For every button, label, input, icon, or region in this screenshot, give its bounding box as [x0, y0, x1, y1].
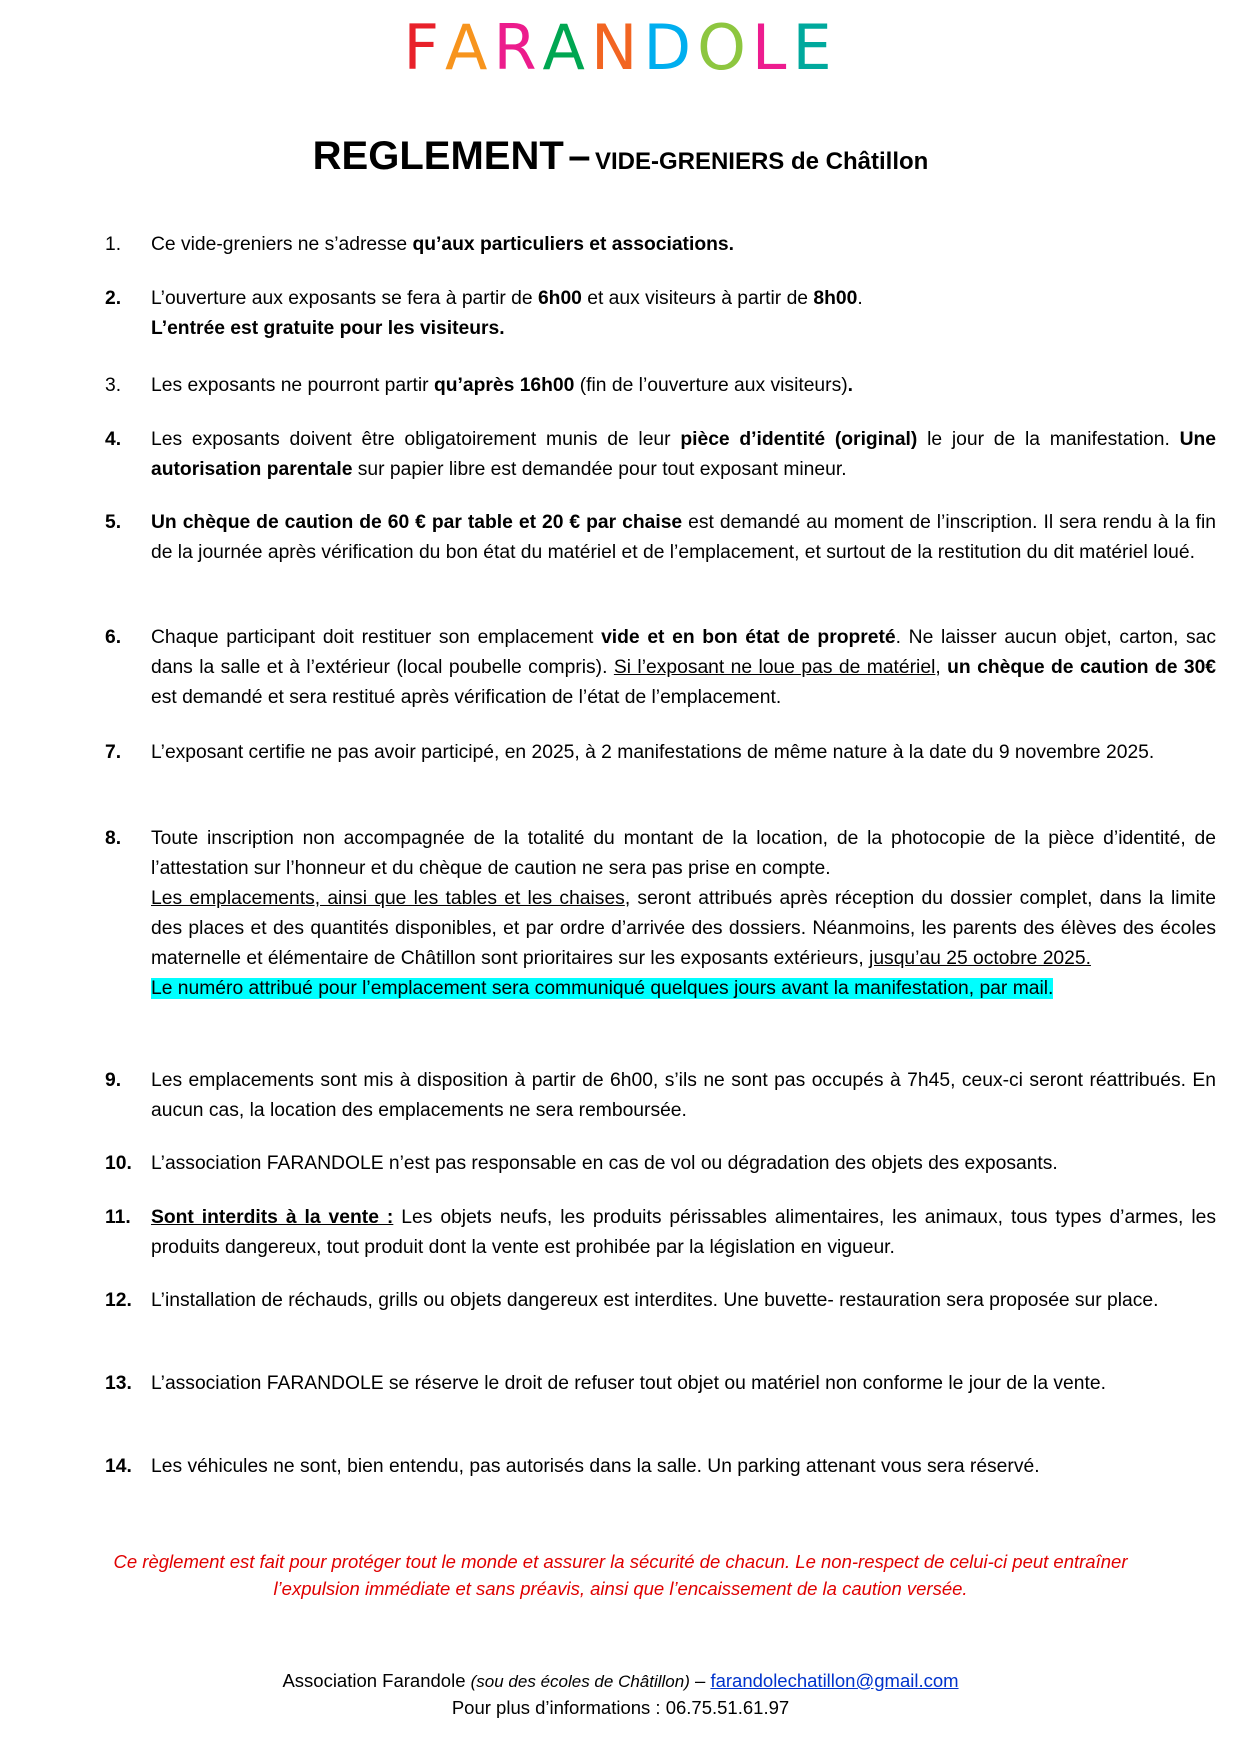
- rule-text: Un chèque de caution de 60 € par table et 20 € par chaise: [151, 512, 683, 533]
- highlighted-notice: Le numéro attribué pour l’emplacement sera communiqué quelques jours avant la manifestation, par mail.: [151, 978, 1054, 999]
- rule-number: 5.: [105, 512, 122, 533]
- title-sub: VIDE-GRENIERS de Châtillon: [594, 148, 929, 175]
- title-dash: –: [568, 134, 591, 178]
- rule-text: Les exposants doivent être obligatoirement munis de leur: [151, 429, 681, 450]
- rule-text: Les emplacements sont mis à disposition à partir de 6h00, s’ils ne sont pas occupés à 7h45, ceux-ci seront réattribués. En aucun cas, la location des emplacements ne sera remboursée.: [151, 1070, 1216, 1121]
- rule-text: vide et en bon état de propreté: [601, 627, 896, 648]
- assoc-detail: (sou des écoles de Châtillon): [470, 1672, 690, 1691]
- email-link[interactable]: farandolechatillon@gmail.com: [710, 1670, 959, 1691]
- rule-number: 10.: [105, 1153, 132, 1174]
- rule-text: qu’aux particuliers et associations.: [412, 234, 734, 255]
- rule-item: [105, 1066, 1216, 1126]
- rule-number: 13.: [105, 1373, 132, 1394]
- rule-text: Une autorisation parentale: [151, 429, 1216, 480]
- rule-text: L’installation de réchauds, grills ou objets dangereux est interdites. Une buvette- restauration sera proposée sur place.: [151, 1290, 1159, 1311]
- rule-text: qu’après 16h00: [433, 375, 575, 396]
- rule-body: [151, 1149, 1216, 1179]
- rule-body: [151, 230, 1216, 260]
- logo-letter: L: [751, 11, 793, 84]
- warning-line-1: Ce règlement est fait pour protéger tout le monde et assurer la sécurité de chacun. Le non-respect de celui-ci peut entraîner: [113, 1551, 1128, 1572]
- rule-number: 8.: [105, 828, 122, 849]
- logo-letter: O: [697, 11, 752, 84]
- rule-item: [105, 623, 1216, 713]
- rule-text: .: [847, 375, 853, 396]
- rule-text: est demandé et sera restitué après vérification de l’état de l’emplacement.: [151, 687, 782, 708]
- rule-text: Les emplacements, ainsi que les tables et les chaises: [151, 888, 625, 909]
- rule-number: 14.: [105, 1456, 132, 1477]
- rule-body: [151, 1286, 1216, 1316]
- rule-text: L’ouverture aux exposants se fera à partir de: [151, 288, 538, 309]
- rule-item: [105, 284, 1216, 344]
- rule-number: 3.: [105, 375, 122, 396]
- rule-text: . Ne laisser aucun objet, carton, sac dans la salle et à l’extérieur (local poubelle compris).: [151, 627, 1217, 678]
- logo-letter: D: [643, 11, 698, 84]
- rule-text: (fin de l’ouverture aux visiteurs): [574, 375, 848, 396]
- assoc-name: Association Farandole: [282, 1670, 471, 1691]
- rule-text: L’exposant certifie ne pas avoir participé, en 2025, à 2 manifestations de même nature à la date du 9 novembre 2025.: [151, 742, 1155, 763]
- rule-item: [105, 508, 1216, 568]
- rule-text: L’association FARANDOLE se réserve le droit de refuser tout objet ou matériel non conforme le jour de la vente.: [151, 1373, 1106, 1394]
- rule-text: .: [857, 288, 863, 309]
- rule-item: [105, 1452, 1216, 1482]
- rule-text: ,: [935, 657, 948, 678]
- farandole-logo: [0, 8, 1241, 88]
- rule-line-2: L’entrée est gratuite pour les visiteurs.: [151, 318, 505, 339]
- logo-letter: A: [542, 11, 591, 84]
- contact-line: [0, 1668, 1241, 1695]
- contact-block: [0, 1668, 1241, 1721]
- rule-text: sur papier libre est demandée pour tout exposant mineur.: [352, 459, 847, 480]
- rule-body: [151, 824, 1216, 1004]
- phone-info: Pour plus d’informations : 06.75.51.61.97: [451, 1697, 790, 1718]
- rule-number: 12.: [105, 1290, 132, 1311]
- rule-item: [105, 824, 1216, 1004]
- rule-body: [151, 1066, 1216, 1126]
- rule-text: pièce d’identité (original): [680, 429, 918, 450]
- contact-dash: –: [689, 1670, 711, 1691]
- rule-item: [105, 738, 1216, 768]
- rule-body: [151, 371, 1216, 401]
- rule-text: un chèque de caution de 30€: [947, 657, 1217, 678]
- rule-text: Les véhicules ne sont, bien entendu, pas autorisés dans la salle. Un parking attenant vous sera réservé.: [151, 1456, 1040, 1477]
- rule-text: Si l’exposant ne loue pas de matériel: [613, 657, 936, 678]
- logo-letter: N: [590, 11, 644, 84]
- page-title: [0, 134, 1241, 179]
- warning-note: [80, 1548, 1161, 1602]
- rule-body: [151, 508, 1216, 568]
- rule-number: 1.: [105, 234, 122, 255]
- logo-letter: A: [445, 11, 494, 84]
- rule-text: Les exposants ne pourront partir: [151, 375, 434, 396]
- rule-item: [105, 230, 1216, 260]
- rule-text: Sont interdits à la vente :: [151, 1207, 394, 1228]
- rule-number: 4.: [105, 429, 122, 450]
- rule-text: 6h00: [537, 288, 582, 309]
- rule-text: , seront attribués après réception du dossier complet, dans la limite des places et des quantités disponibles, et par ordre d’arrivée des dossiers. Néanmoins, les parents des élèves des écoles maternelle et élémentaire de Châtillon sont prioritaires sur les exposants extérieurs,: [151, 888, 1216, 969]
- rule-number: 7.: [105, 742, 122, 763]
- rule-text: Ce vide-greniers ne s’adresse: [151, 234, 413, 255]
- rule-text: 8h00: [813, 288, 858, 309]
- rule-number: 9.: [105, 1070, 122, 1091]
- rule-text: Toute inscription non accompagnée de la totalité du montant de la location, de la photocopie de la pièce d’identité, de l’attestation sur l’honneur et du chèque de caution ne sera pas prise en compte.: [151, 828, 1216, 879]
- rule-body: [151, 425, 1216, 485]
- rule-body: [151, 1369, 1216, 1399]
- rule-body: [151, 1452, 1216, 1482]
- rule-text: Chaque participant doit restituer son emplacement: [151, 627, 602, 648]
- rule-body: [151, 284, 1216, 344]
- rule-text: Les objets neufs, les produits périssables alimentaires, les animaux, tous types d’armes, les produits dangereux, tout produit dont la vente est prohibée par la législation en vigueur.: [151, 1207, 1216, 1258]
- rule-text: et aux visiteurs à partir de: [581, 288, 814, 309]
- title-main: REGLEMENT: [312, 134, 564, 178]
- rule-item: [105, 371, 1216, 401]
- logo-letter: E: [792, 11, 838, 84]
- logo-letter: F: [403, 11, 446, 84]
- rule-text: le jour de la manifestation.: [917, 429, 1180, 450]
- rule-text: jusqu’au 25 octobre 2025.: [869, 948, 1091, 969]
- rule-body: [151, 1203, 1216, 1263]
- rule-body: [151, 738, 1216, 768]
- rule-item: [105, 1369, 1216, 1399]
- rule-number: 11.: [105, 1207, 131, 1228]
- rule-item: [105, 1149, 1216, 1179]
- rule-item: [105, 425, 1216, 485]
- rule-number: 6.: [105, 627, 122, 648]
- rule-item: [105, 1286, 1216, 1316]
- logo-letter: R: [493, 11, 543, 84]
- rule-body: [151, 623, 1216, 713]
- rule-item: [105, 1203, 1216, 1263]
- rule-text: est demandé au moment de l’inscription. Il sera rendu à la fin de la journée après vérification du bon état du matériel et de l’emplacement, et surtout de la restitution du dit matériel loué.: [151, 512, 1217, 563]
- rule-number: 2.: [105, 288, 122, 309]
- rule-text: L’association FARANDOLE n’est pas responsable en cas de vol ou dégradation des objets des exposants.: [151, 1153, 1058, 1174]
- warning-line-2: l’expulsion immédiate et sans préavis, ainsi que l’encaissement de la caution versée.: [273, 1578, 968, 1599]
